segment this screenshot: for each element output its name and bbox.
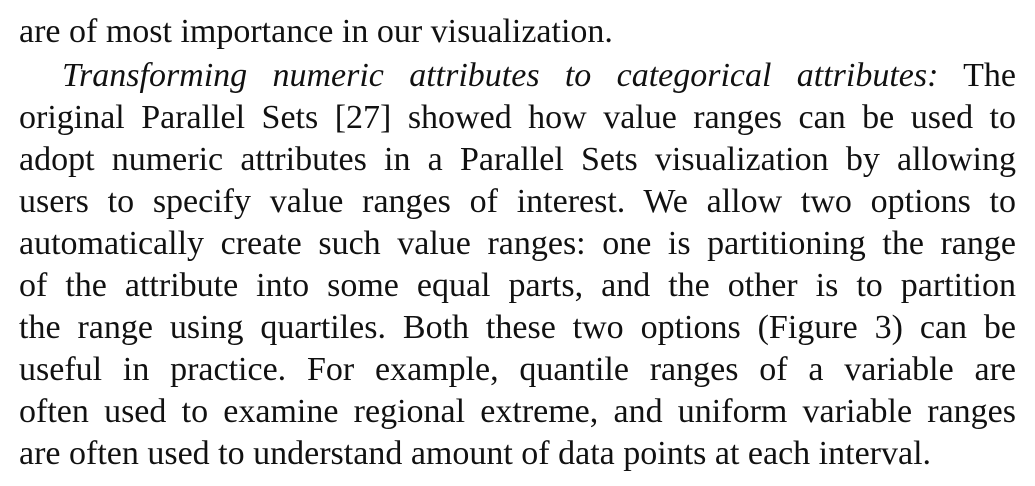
paragraph-line: users to specify value ranges of interest. We allow two options to: [19, 183, 1016, 220]
paragraph-line: the range using quartiles. Both these two options (Figure 3) can be: [19, 309, 1016, 346]
paragraph-first-line-rest: The: [963, 57, 1016, 94]
paragraph-line: are often used to understand amount of data points at each interval.: [19, 435, 932, 472]
paragraph-line: of the attribute into some equal parts, and the other is to partition: [19, 267, 1016, 304]
paragraph-line: often used to examine regional extreme, and uniform variable ranges: [19, 393, 1016, 430]
paragraph-line: adopt numeric attributes in a Parallel Sets visualization by allowing: [19, 141, 1016, 178]
paragraph-heading: Transforming numeric attributes to categorical attributes:: [62, 57, 939, 94]
paragraph-line: original Parallel Sets [27] showed how value ranges can be used to: [19, 99, 1016, 136]
previous-paragraph-last-line: are of most importance in our visualization.: [19, 13, 613, 50]
paragraph-line: automatically create such value ranges: one is partitioning the range: [19, 225, 1016, 262]
paragraph-first-line: [62, 56, 1016, 96]
paragraph-line: useful in practice. For example, quantile ranges of a variable are: [19, 351, 1016, 388]
